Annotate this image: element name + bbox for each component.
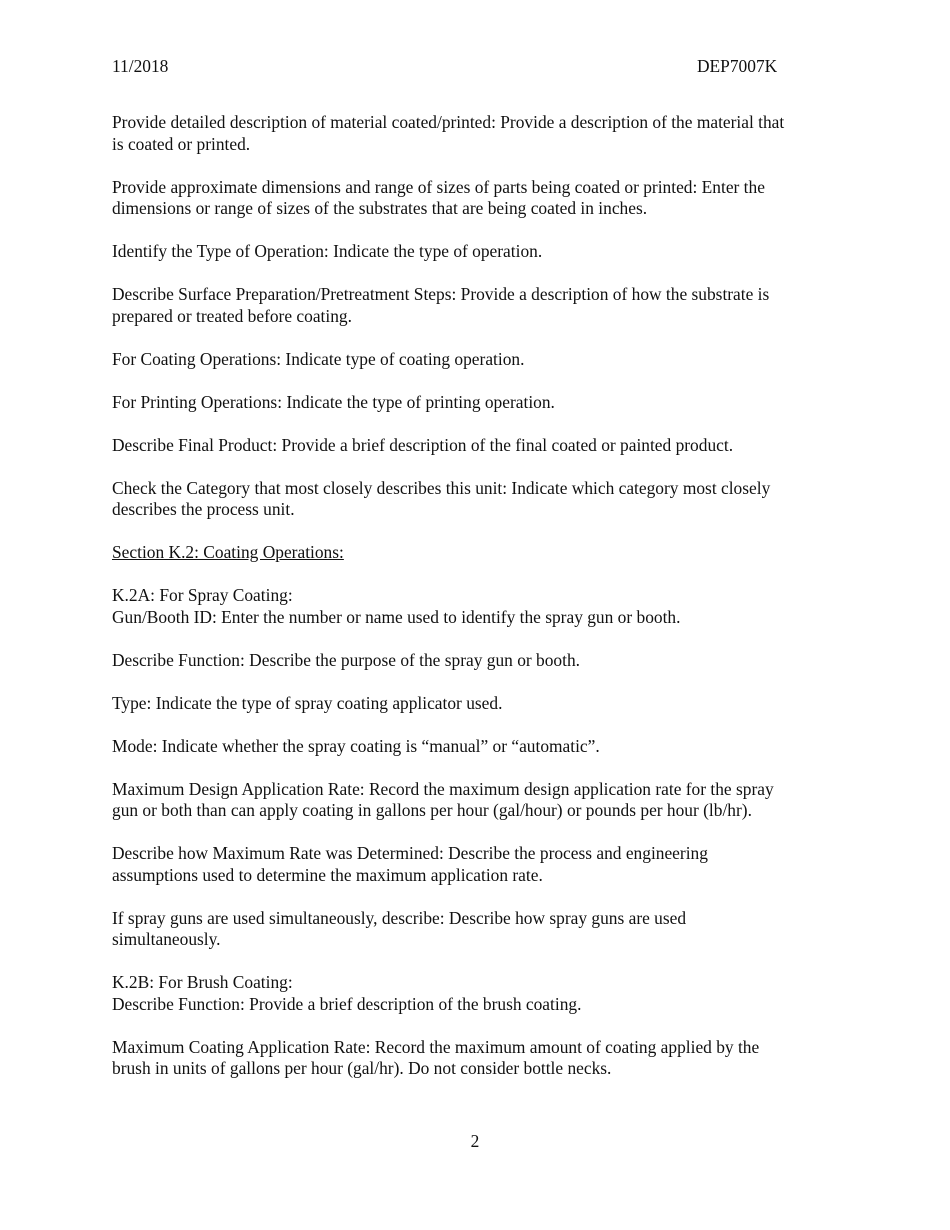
- paragraph-simultaneous-use: [112, 908, 844, 951]
- paragraph-category: [112, 478, 844, 521]
- paragraph-max-design-rate: [112, 779, 844, 822]
- page-number: 2: [470, 1131, 480, 1151]
- text-line: Provide detailed description of material coated/printed: Provide a description of the material that: [112, 112, 785, 132]
- text-line: Describe Function: Provide a brief description of the brush coating.: [112, 993, 582, 1014]
- text-line: Type: Indicate the type of spray coating applicator used.: [112, 692, 503, 713]
- paragraph-brush-coating: [112, 972, 844, 1015]
- text-line: Check the Category that most closely describes this unit: Indicate which category most closely: [112, 477, 771, 498]
- paragraph-coating-operations: [112, 349, 844, 371]
- text-line: Maximum Design Application Rate: Record the maximum design application rate for the spray: [112, 778, 774, 799]
- header-form-id: DEP7007K: [697, 56, 778, 76]
- text-line: For Printing Operations: Indicate the type of printing operation.: [112, 391, 555, 412]
- text-line: If spray guns are used simultaneously, describe: Describe how spray guns are used: [112, 907, 687, 928]
- text-line: Identify the Type of Operation: Indicate the type of operation.: [112, 241, 543, 261]
- text-line: Describe Final Product: Provide a brief description of the final coated or painted product.: [112, 434, 734, 455]
- paragraph-type: [112, 693, 844, 715]
- text-line: Describe how Maximum Rate was Determined: Describe the process and engineering: [112, 843, 708, 863]
- paragraph-max-rate-determined: [112, 843, 844, 886]
- text-line: Provide approximate dimensions and range of sizes of parts being coated or printed: Enter the: [112, 176, 765, 197]
- text-line: Gun/Booth ID: Enter the number or name used to identify the spray gun or booth.: [112, 606, 681, 627]
- document-body: [112, 112, 844, 1101]
- paragraph-surface-preparation: [112, 284, 844, 327]
- section-heading-text: Section K.2: Coating Operations:: [112, 542, 344, 562]
- header-date: 11/2018: [112, 56, 169, 76]
- section-heading-k2: [112, 542, 844, 564]
- paragraph-type-of-operation: [112, 241, 844, 263]
- paragraph-max-coating-rate: [112, 1037, 844, 1080]
- text-line: assumptions used to determine the maximum application rate.: [112, 864, 543, 885]
- text-line: For Coating Operations: Indicate type of coating operation.: [112, 348, 525, 369]
- text-line: prepared or treated before coating.: [112, 305, 352, 326]
- paragraph-spray-coating: [112, 585, 844, 628]
- text-line: K.2B: For Brush Coating:: [112, 972, 293, 992]
- text-line: K.2A: For Spray Coating:: [112, 585, 293, 605]
- paragraph-material-description: [112, 112, 844, 155]
- text-line: describes the process unit.: [112, 499, 295, 519]
- paragraph-printing-operations: [112, 392, 844, 414]
- text-line: Describe Function: Describe the purpose of the spray gun or booth.: [112, 649, 580, 670]
- paragraph-final-product: [112, 435, 844, 457]
- text-line: simultaneously.: [112, 929, 221, 949]
- text-line: dimensions or range of sizes of the substrates that are being coated in inches.: [112, 198, 648, 218]
- text-line: Mode: Indicate whether the spray coating is “manual” or “automatic”.: [112, 735, 600, 756]
- text-line: brush in units of gallons per hour (gal/hr). Do not consider bottle necks.: [112, 1058, 612, 1078]
- text-line: Describe Surface Preparation/Pretreatment Steps: Provide a description of how the substrate is: [112, 284, 770, 304]
- paragraph-dimensions: [112, 177, 844, 220]
- text-line: is coated or printed.: [112, 133, 251, 154]
- text-line: Maximum Coating Application Rate: Record the maximum amount of coating applied by the: [112, 1036, 760, 1057]
- paragraph-mode: [112, 736, 844, 758]
- text-line: gun or both than can apply coating in gallons per hour (gal/hour) or pounds per hour (lb/hr).: [112, 800, 752, 820]
- paragraph-describe-function: [112, 650, 844, 672]
